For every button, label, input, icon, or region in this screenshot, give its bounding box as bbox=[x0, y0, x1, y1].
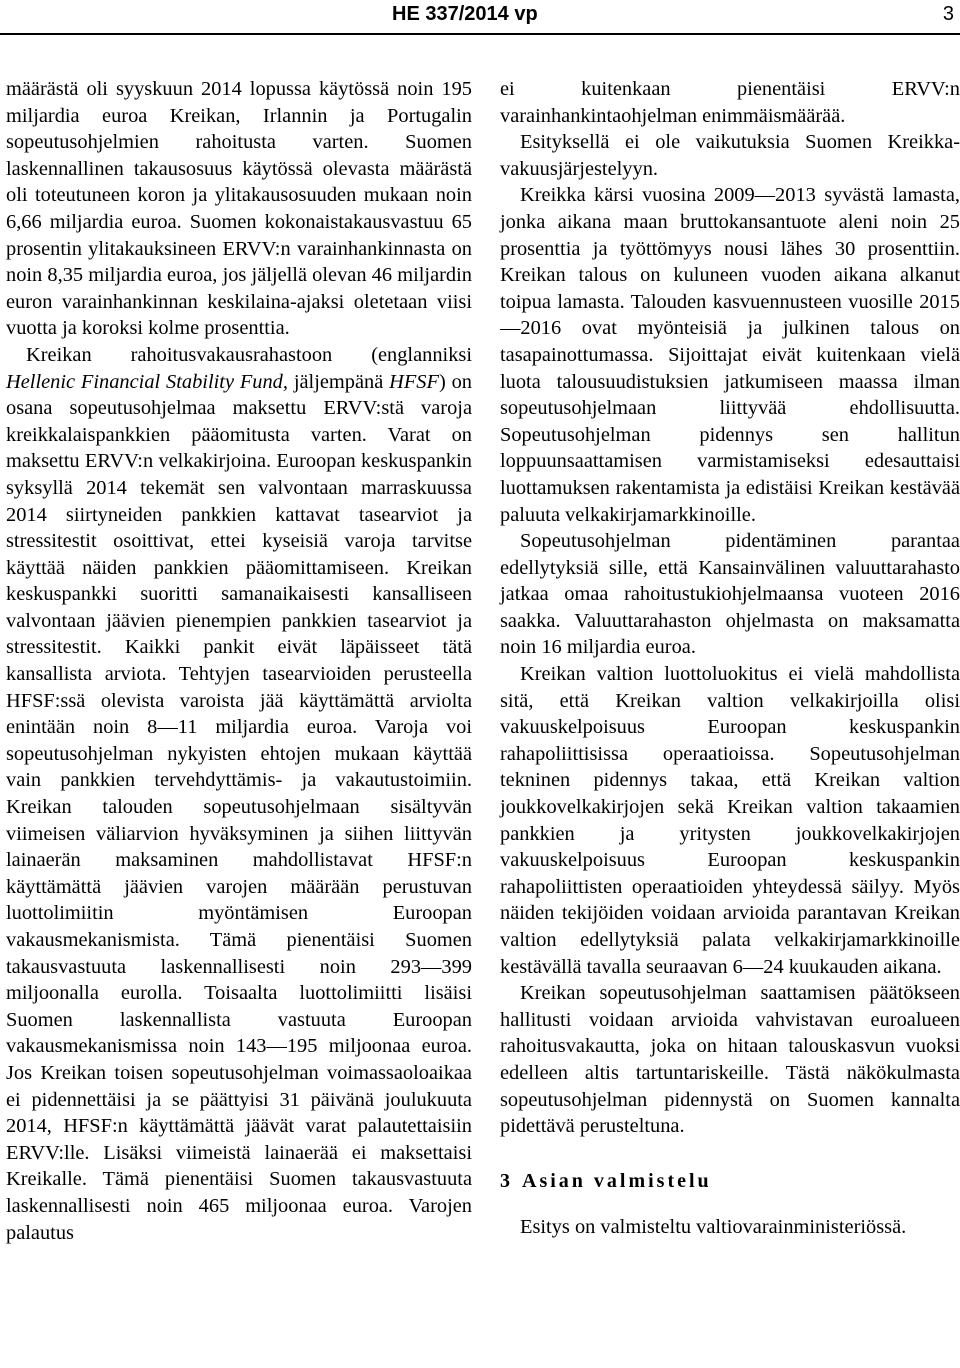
section-heading bbox=[500, 1168, 960, 1195]
section-title: Asian valmistelu bbox=[522, 1169, 712, 1192]
left-column bbox=[6, 76, 472, 1246]
paragraph-text: Kreikan rahoitusvakausrahastoon (englanniksi bbox=[26, 343, 472, 366]
paragraph-text: jäljempänä bbox=[287, 370, 390, 393]
header-rule bbox=[0, 33, 960, 35]
page-header bbox=[0, 0, 960, 40]
right-column bbox=[500, 76, 960, 1241]
page-number: 3 bbox=[942, 3, 954, 25]
paragraph: Kreikan valtion luottoluokitus ei vielä mahdollista sitä, että Kreikan valtion velkakirjoilla olisi vakuuskelpoisuus Euroopan keskuspankin rahapoliittisissa operaatioissa. Sopeutusohjelman tekninen pidennys takaa, että Kreikan valtion joukkovelkakirjojen sekä Kreikan valtion takaamien pankkien ja yritysten joukkovelkakirjojen vakuuskelpoisuus Euroopan keskuspankin rahapoliittisten operaatioiden yhteydessä säilyy. Myös näiden tekijöiden voidaan arvioida parantavan Kreikan valtion edellytyksiä palata velkakirjamarkkinoille kestävällä tavalla seuraavan 6—24 kuukauden aikana. bbox=[500, 663, 960, 978]
paragraph: Kreikka kärsi vuosina 2009—2013 syvästä lamasta, jonka aikana maan bruttokansantuote aleni noin 25 prosenttia ja työttömyys nousi lähes 30 prosenttiin. Kreikan talous on kuluneen vuoden aikana alkanut toipua lamasta. Talouden kasvuennusteen vuosille 2015—2016 ovat myönteisiä ja julkinen talous on tasapainottumassa. Sijoittajat eivät kuitenkaan vielä luota talousuudistuksien jatkumiseen maassa ilman sopeutusohjelmaan liittyvää ehdollisuutta. Sopeutusohjelman pidennys sen hallitun loppuunsaattamisen varmistamiseksi edesauttaisi luottamuksen rakentamista ja edistäisi Kreikan kestävää paluuta velkakirjamarkkinoille. bbox=[500, 184, 960, 526]
paragraph bbox=[6, 342, 472, 1246]
paragraph: ei kuitenkaan pienentäisi ERVV:n varainhankintaohjelman enimmäismäärää. bbox=[500, 78, 960, 127]
paragraph-text: ) on osana sopeutusohjelmaa maksettu ERVV:stä varoja kreikkalaispankkien pääomitusta varten. Varat on maksettu ERVV:n velkakirjoina. Euroopan keskuspankin syksyllä 2014 tekemät sen valvontaan marraskuussa 2014 siirtyneiden pankkien kattavat tasearviot ja stressitestit osoittivat, ettei kyseisiä varoja tarvitse käyttää näiden pankkien pääomittamiseen. Kreikan keskuspankki suoritti samanaikaisesti kansalliseen valvontaan jäävien pienempien pankkien tasearviot ja stressitestit. Kaikki pankit eivät läpäisseet tätä kansallista arviota. Tehtyjen tasearvioiden perusteella HFSF:ssä olevista varoista jää käyttämättä arviolta enintään noin 8—11 miljardia euroa. Varoja voi sopeutusohjelman nykyisten ehtojen mukaan käyttää vain pankkien tervehdyttämis- ja vakautustoimiin. Kreikan talouden sopeutusohjelmaan sisältyvän viimeisen väliarvion hyväksyminen ja siihen liittyvän lainaerän maksaminen mahdollistavat HFSF:n käyttämättä jäävien varojen määrään perustuvan luottolimiitin myöntämisen Euroopan vakausmekanismista. Tämä pienentäisi Suomen takausvastuuta laskennallisesti noin 293—399 miljoonalla eurolla. Toisaalta luottolimiitti lisäisi Suomen laskennallista vastuuta Euroopan vakausmekanismissa noin 143—195 miljoonaa euroa. Jos Kreikan toisen sopeutusohjelman voimassaoloaikaa ei pidennettäisi ja se päättyisi 31 päivänä joulukuuta 2014, HFSF:n käyttämättä jäävät varat palautettaisiin ERVV:lle. Lisäksi viimeistä lainaerää ei maksettaisi Kreikalle. Tämä pienentäisi Suomen takausvastuuta laskennallisesti noin 465 miljoonaa euroa. Varojen palautus bbox=[6, 370, 472, 1244]
paragraph: Esityksellä ei ole vaikutuksia Suomen Kreikka-vakuusjärjestelyyn. bbox=[500, 131, 960, 180]
section-number: 3 bbox=[500, 1169, 510, 1192]
document-id: HE 337/2014 vp bbox=[392, 3, 538, 25]
italic-abbreviation: HFSF bbox=[389, 370, 439, 393]
paragraph: Kreikan sopeutusohjelman saattamisen päätökseen hallitusti voidaan arvioida vahvistavan euroalueen rahoitusvakautta, joka on hitaan talouskasvun vuoksi edelleen altis tartuntariskeille. Tästä näkökulmasta sopeutusohjelman pidennystä on Suomen kannalta pidettävä perusteltuna. bbox=[500, 982, 960, 1138]
paragraph: Esitys on valmisteltu valtiovarainministeriössä. bbox=[520, 1216, 907, 1239]
paragraph: määrästä oli syyskuun 2014 lopussa käytössä noin 195 miljardia euroa Kreikan, Irlannin ja Portugalin sopeutusohjelmien rahoitusta varten. Suomen laskennallinen takausosuus käytössä olevasta määrästä oli toteutuneen koron ja ylitakausosuuden mukaan noin 6,66 miljardia euroa. Suomen kokonaistakausvastuu 65 prosentin ylitakauksineen ERVV:n varainhankinnasta on noin 8,35 miljardia euroa, jos jäljellä olevan 46 miljardin euron varainhankinnan keskilaina-ajaksi oletetaan viisi vuotta ja koroksi kolme prosenttia. bbox=[6, 78, 472, 340]
paragraph: Sopeutusohjelman pidentäminen parantaa edellytyksiä sille, että Kansainvälinen valuuttarahasto jatkaa omaa rahoitustukiohjelmaansa vuoteen 2016 saakka. Valuuttarahaston ohjelmasta on maksamatta noin 16 miljardia euroa. bbox=[500, 530, 960, 659]
italic-term: Hellenic Financial Stability Fund, bbox=[6, 370, 288, 393]
